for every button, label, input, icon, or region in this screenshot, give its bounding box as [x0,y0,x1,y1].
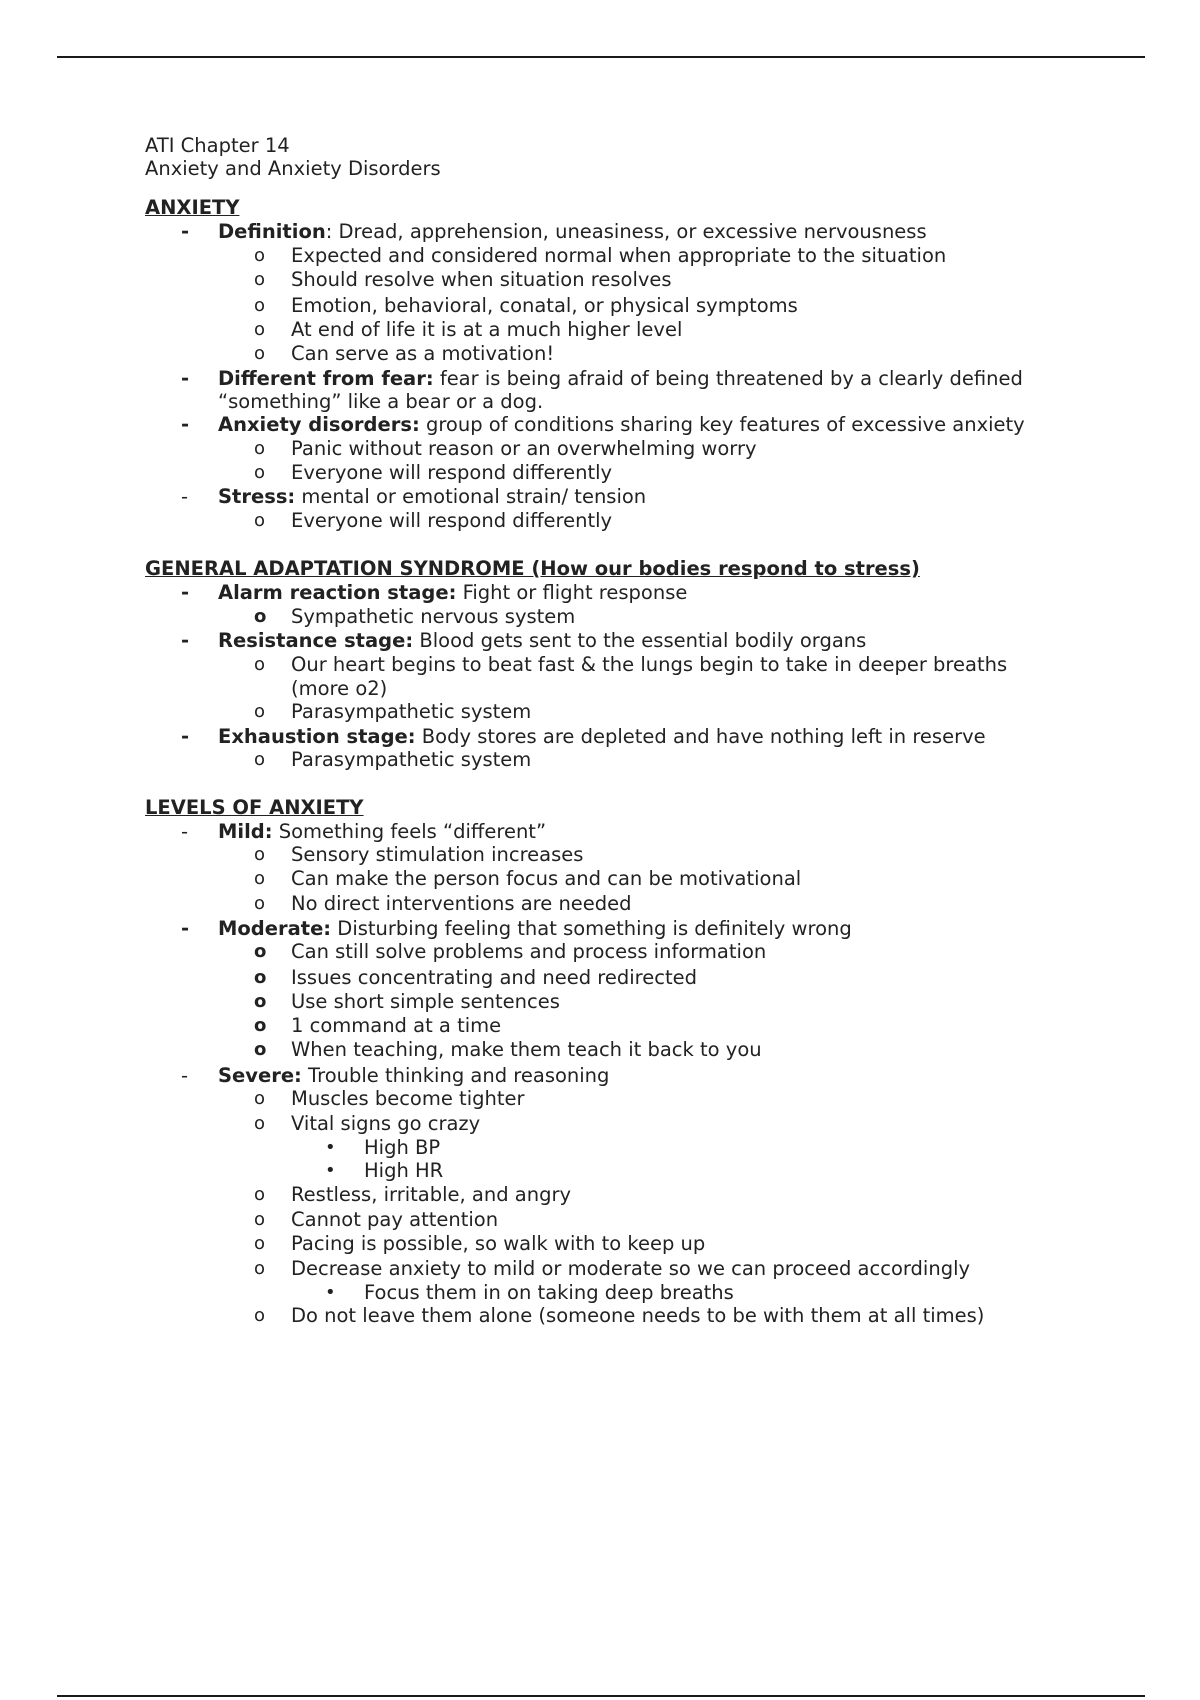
list-item-continuation: “something” like a bear or a dog. [218,390,544,413]
circle-marker: o [254,1305,266,1326]
sub-list-item: High HR [364,1159,444,1182]
circle-marker: o [254,701,266,722]
term-text: Trouble thinking and reasoning [301,1064,610,1087]
list-item-continuation: (more o2) [291,677,388,700]
circle-marker: o [254,1088,266,1109]
sub-list-item: High BP [364,1136,441,1159]
list-item: Can serve as a motivation! [291,342,555,365]
list-item: Restless, irritable, and angry [291,1183,572,1206]
term: Moderate: [218,917,332,940]
list-item-alarm [218,581,687,605]
dash-marker: - [181,367,190,390]
list-item: Vital signs go crazy [291,1112,481,1135]
list-item: Expected and considered normal when appropriate to the situation [291,244,947,267]
list-item-fear [218,367,1023,391]
dash-marker: - [181,820,189,843]
dash-marker: - [181,725,190,748]
term: Different from fear: [218,367,434,390]
circle-marker: o [254,1258,266,1279]
term-text: Fight or flight response [456,581,688,604]
list-item: Issues concentrating and need redirected [291,966,698,989]
bullet-marker: • [325,1160,336,1181]
circle-marker: o [254,893,266,914]
dash-marker: - [181,917,190,940]
term: Anxiety disorders: [218,413,420,436]
term: Mild: [218,820,273,843]
circle-marker: o [254,1209,266,1230]
term-text: Disturbing feeling that something is definitely wrong [331,917,852,940]
circle-marker: o [254,654,266,675]
circle-marker: o [254,343,266,364]
list-item: Can make the person focus and can be motivational [291,867,802,890]
list-item: Our heart begins to beat fast & the lungs begin to take in deeper breaths [291,653,1008,676]
footer-rule [57,1695,1145,1697]
circle-marker: o [254,510,266,531]
list-item: Parasympathetic system [291,700,532,723]
section-heading-gas: GENERAL ADAPTATION SYNDROME (How our bodies respond to stress) [145,557,920,580]
term: Resistance stage: [218,629,414,652]
circle-marker: o [254,844,266,865]
term: Definition [218,220,326,243]
circle-marker: o [254,462,266,483]
circle-marker: o [254,606,267,627]
term-text: : Dread, apprehension, uneasiness, or excessive nervousness [325,220,927,243]
list-item: Parasympathetic system [291,748,532,771]
term-text: fear is being afraid of being threatened by a clearly defined [433,367,1023,390]
list-item-definition [218,220,927,244]
circle-marker: o [254,1184,266,1205]
list-item: Should resolve when situation resolves [291,268,672,291]
term-text: Something feels “different” [272,820,547,843]
list-item: Sensory stimulation increases [291,843,584,866]
list-item-exhaustion [218,725,986,749]
list-item-mild [218,820,546,844]
circle-marker: o [254,941,267,962]
circle-marker: o [254,1039,267,1060]
list-item-severe [218,1064,609,1088]
term-text: Blood gets sent to the essential bodily organs [413,629,867,652]
list-item: Use short simple sentences [291,990,560,1013]
list-item: Pacing is possible, so walk with to keep up [291,1232,706,1255]
dash-marker: - [181,581,190,604]
dash-marker: - [181,413,190,436]
circle-marker: o [254,1233,266,1254]
list-item: Can still solve problems and process information [291,940,767,963]
sub-list-item: Focus them in on taking deep breaths [364,1281,734,1304]
list-item-stress [218,485,646,509]
term: Severe: [218,1064,302,1087]
circle-marker: o [254,749,266,770]
circle-marker: o [254,295,266,316]
list-item: Emotion, behavioral, conatal, or physical symptoms [291,294,798,317]
bullet-marker: • [325,1282,336,1303]
list-item: When teaching, make them teach it back to you [291,1038,762,1061]
doc-title: ATI Chapter 14 [145,134,290,157]
dash-marker: - [181,220,190,243]
dash-marker: - [181,485,189,508]
term-text: mental or emotional strain/ tension [295,485,647,508]
dash-marker: - [181,1064,189,1087]
list-item: 1 command at a time [291,1014,502,1037]
list-item: Cannot pay attention [291,1208,499,1231]
circle-marker: o [254,1113,266,1134]
term: Exhaustion stage: [218,725,416,748]
section-heading-anxiety: ANXIETY [145,196,240,219]
circle-marker: o [254,245,266,266]
list-item: Everyone will respond differently [291,509,613,532]
list-item: Sympathetic nervous system [291,605,576,628]
term-text: Body stores are depleted and have nothing left in reserve [415,725,986,748]
list-item: Do not leave them alone (someone needs to be with them at all times) [291,1304,985,1327]
list-item: Decrease anxiety to mild or moderate so we can proceed accordingly [291,1257,971,1280]
section-heading-levels: LEVELS OF ANXIETY [145,796,364,819]
circle-marker: o [254,1015,267,1036]
bullet-marker: • [325,1137,336,1158]
term: Alarm reaction stage: [218,581,457,604]
list-item-disorders [218,413,1025,437]
circle-marker: o [254,991,267,1012]
circle-marker: o [254,868,266,889]
list-item: Panic without reason or an overwhelming worry [291,437,757,460]
list-item-moderate [218,917,852,941]
doc-subtitle: Anxiety and Anxiety Disorders [145,157,441,180]
term-text: group of conditions sharing key features of excessive anxiety [419,413,1025,436]
circle-marker: o [254,269,266,290]
list-item: At end of life it is at a much higher level [291,318,683,341]
circle-marker: o [254,967,267,988]
list-item: Everyone will respond differently [291,461,613,484]
list-item: Muscles become tighter [291,1087,525,1110]
dash-marker: - [181,629,190,652]
circle-marker: o [254,319,266,340]
list-item-resistance [218,629,866,653]
header-rule [57,56,1145,58]
term: Stress: [218,485,296,508]
list-item: No direct interventions are needed [291,892,632,915]
circle-marker: o [254,438,266,459]
